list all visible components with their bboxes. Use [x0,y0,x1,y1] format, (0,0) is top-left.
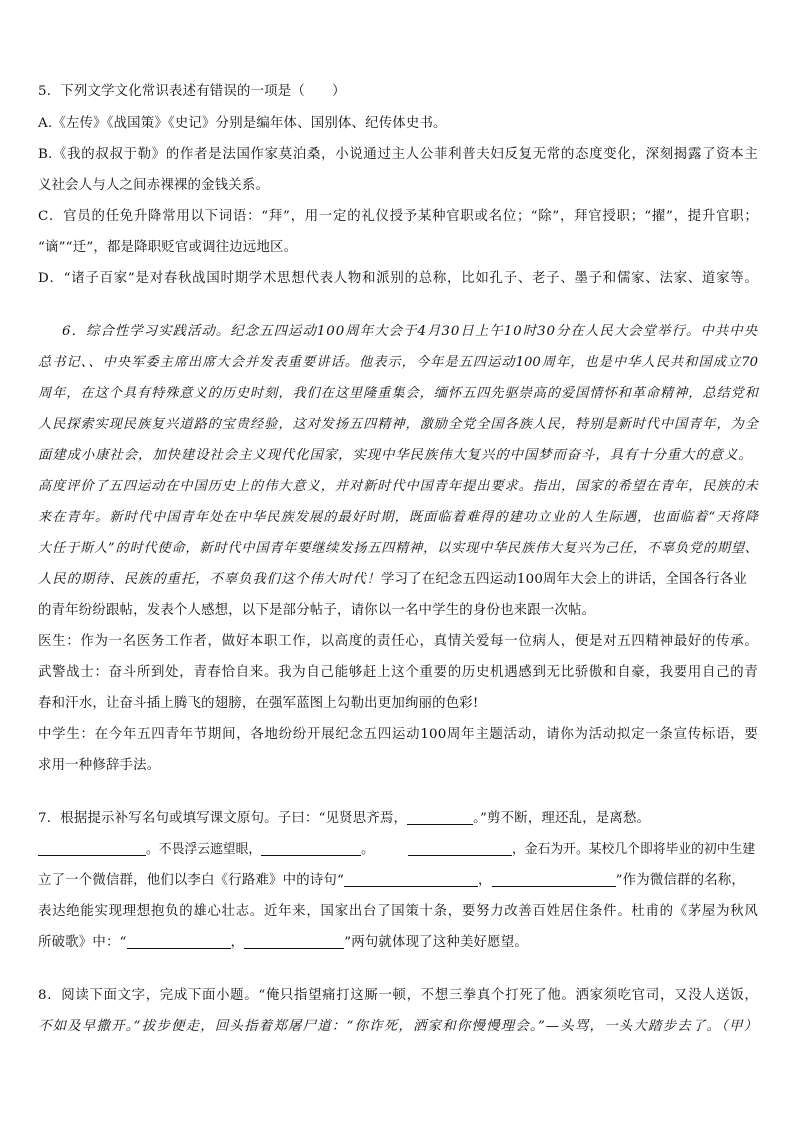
q7-line-5-text-b: ， [230,935,245,950]
q7-line-1-text-a: 7．根据提示补写名句或填写课文原句。子曰：“见贤思齐焉， [38,811,408,826]
q6-line-9-part-a: 人民的期待、民族的重托，不辜负我们这个伟大时代！ [38,572,381,587]
q7-line-2 [38,840,758,860]
q5-option-b-line1: B.《我的叔叔于勒》的作者是法国作家莫泊桑，小说通过主人公菲利普夫妇反复无常的态度变化，深刻揭露了资本主 [38,147,758,162]
q8-line-2: 不如及早撒开。”拔步便走，回头指着郑屠尸道：“你诈死，洒家和你慢慢理会。”—头骂，一头大踏步去了。（甲） [38,1019,758,1034]
q6-line-10: 的青年纷纷跟帖，发表个人感想，以下是部分帖子，请你以一名中学生的身份也来跟一次帖。 [38,603,596,618]
q6-soldier-post-line2: 春和汗水，让奋斗插上腾飞的翅膀，在强军蓝图上勾勒出更加绚丽的色彩! [38,696,479,711]
q7-line-5-text-a: 所破歌》中：“ [38,935,127,950]
q6-line-9-part-b: 学习了在纪念五四运动100周年大会上的讲话，全国各行各业 [380,572,747,587]
q6-line-2: 总书记、、中央军委主席出席大会并发表重要讲话。他表示，今年是五四运动100周年，也是中华人民共和国成立70 [38,355,758,370]
q7-line-1-text-b: 。”剪不断，理还乱，是离愁。 [473,811,651,826]
q8-line-1-text: 8．阅读下面文字，完成下面小题。“俺只指望痛打这厮一顿，不想三拳真个打死了他。洒家须吃官司，又没人送饭， [38,988,758,1003]
q7-line-5 [38,933,758,953]
q6-line-6: 高度评价了五四运动在中国历史上的伟大意义，并对新时代中国青年提出要求。指出，国家的希望在青年，民族的未 [38,479,758,494]
q7-line-3 [38,871,758,891]
answer-blank-4[interactable] [408,841,512,856]
q6-line-4: 人民探索实现民族复兴道路的宝贵经验，这对发扬五四精神，激励全党全国各族人民，特别是新时代中国青年，为全 [38,417,758,432]
q7-line-2-text-a: 。不畏浮云遮望眼， [146,842,262,857]
q7-line-5-text-c: ”两句就体现了这种美好愿望。 [344,935,528,950]
q7-line-4: 表达绝能实现理想抱负的雄心壮志。近年来，国家出台了国策十条，要努力改善百姓居住条件。杜甫的《茅屋为秋风 [38,904,758,919]
q7-line-2-text-c: ，金石为开。某校几个即将毕业的初中生建 [511,842,756,857]
q6-line-5: 面建成小康社会，加快建设社会主义现代化国家，实现中华民族伟大复兴的中国梦而奋斗，具有十分重大的意义。 [38,448,753,463]
answer-blank-8[interactable] [244,934,344,949]
q6-student-post-line2: 求用一种修辞手法。 [38,758,161,773]
q6-line-8: 大任于斯人”的时代使命，新时代中国青年要继续发扬五四精神，以实现中华民族伟大复兴为己任，不辜负党的期望、 [38,541,758,556]
answer-blank-7[interactable] [127,934,231,949]
q5-option-d: D．“诸子百家”是对春秋战国时期学术思想代表人物和派别的总称，比如孔子、老子、墨子和儒家、法家、道家等。 [38,271,758,286]
q6-line-7: 来在青年。新时代中国青年处在中华民族发展的最好时期，既面临着难得的建功立业的人生际遇，也面临着“天将降 [38,510,758,525]
q5-option-a: A.《左传》《战国策》《史记》分别是编年体、国别体、纪传体史书。 [38,116,447,131]
answer-blank-2[interactable] [38,841,146,856]
q6-student-post-line1: 中学生：在今年五四青年节期间，各地纷纷开展纪念五四运动100周年主题活动，请你为活动拟定一条宣传标语，要 [38,727,758,742]
q6-doctor-post: 医生：作为一名医务工作者，做好本职工作，以高度的责任心，真情关爱每一位病人，便是对五四精神最好的传承。 [38,634,758,649]
answer-blank-5[interactable] [344,872,478,887]
q6-line-9 [38,570,758,590]
q7-line-3-text-a: 立了一个微信群，他们以李白《行路难》中的诗句“ [38,873,345,888]
q8-line-1 [38,986,758,1006]
q5-stem: 5．下列文学文化常识表述有错误的一项是（ ） [38,84,346,99]
q5-option-c-line1: C．官员的任免升降常用以下词语：“拜”，用一定的礼仪授予某种官职或名位；“除”，拜官授职；“擢”，提升官职； [38,209,758,224]
q7-line-3-text-c: ”作为微信群的名称， [615,873,746,888]
q7-line-2-text-b: 。 [361,842,374,857]
q7-line-3-text-b: ， [478,873,492,888]
q5-option-b-line2: 义社会人与人之间赤裸裸的金钱关系。 [38,178,270,193]
q6-soldier-post-line1: 武警战士：奋斗所到处，青春恰自来。我为自己能够赶上这个重要的历史机遇感到无比骄傲和自豪，我要用自己的青 [38,665,758,680]
q7-line-1 [38,809,758,829]
q6-line-3: 周年，在这个具有特殊意义的历史时刻，我们在这里隆重集会，缅怀五四先驱崇高的爱国情怀和革命精神，总结党和 [38,386,758,401]
q6-line-1: 6．综合性学习实践活动。纪念五四运动100周年大会于4月30日上午10时30分在人民大会堂举行。中共中央 [62,324,758,339]
answer-blank-6[interactable] [492,872,616,887]
answer-blank-1[interactable] [407,810,473,825]
q5-option-c-line2: “谪”“迁”，都是降职贬官或调往边远地区。 [38,240,298,255]
answer-blank-3[interactable] [261,841,361,856]
